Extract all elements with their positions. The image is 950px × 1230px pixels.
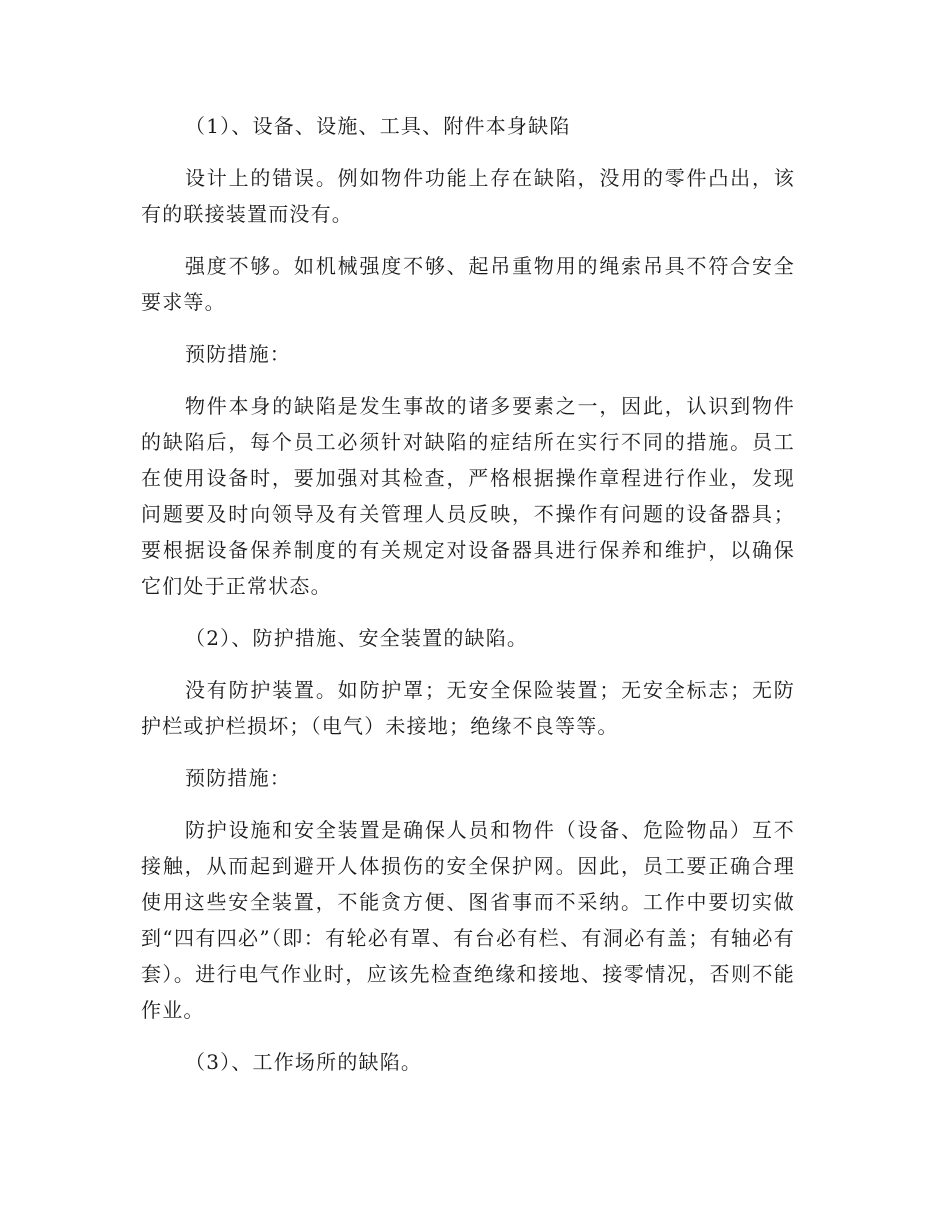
paragraph-no-protection: 没有防护装置。如防护罩；无安全保险装置；无安全标志；无防护栏或护栏损坏；（电气）未接地；绝缘不良等等。: [141, 678, 795, 738]
paragraph-prevention-body-1: 物件本身的缺陷是发生事故的诸多要素之一，因此，认识到物件的缺陷后，每个员工必须针对缺陷的症结所在实行不同的措施。员工在使用设备时，要加强对其检查，严格根据操作章程进行作业，发现问题要及时向领导及有关管理人员反映，不操作有问题的设备器具；要根据设备保养制度的有关规定对设备器具进行保养和维护，以确保它们处于正常状态。: [141, 394, 795, 598]
section-heading-2: （2）、防护措施、安全装置的缺陷。: [185, 626, 529, 650]
paragraph-prevention-body-2: 防护设施和安全装置是确保人员和物件（设备、危险物品）互不接触，从而起到避开人体损伤的安全保护网。因此，员工要正确合理使用这些安全装置，不能贪方便、图省事而不采纳。工作中要切实做到“四有四必”（即：有轮必有罩、有台必有栏、有洞必有盖；有轴必有套）。进行电气作业时，应该先检查绝缘和接地、接零情况，否则不能作业。: [141, 818, 795, 1022]
paragraph-design-error: 设计上的错误。例如物件功能上存在缺陷，没用的零件凸出，该有的联接装置而没有。: [141, 166, 795, 226]
section-heading-3: （3）、工作场所的缺陷。: [185, 1050, 423, 1074]
paragraph-insufficient-strength: 强度不够。如机械强度不够、起吊重物用的绳索吊具不符合安全要求等。: [141, 254, 795, 314]
paragraph-prevention-label-1: 预防措施：: [185, 342, 291, 366]
paragraph-prevention-label-2: 预防措施：: [185, 766, 291, 790]
section-heading-1: （1）、设备、设施、工具、附件本身缺陷: [185, 114, 571, 138]
document-page: [141, 108, 795, 1096]
